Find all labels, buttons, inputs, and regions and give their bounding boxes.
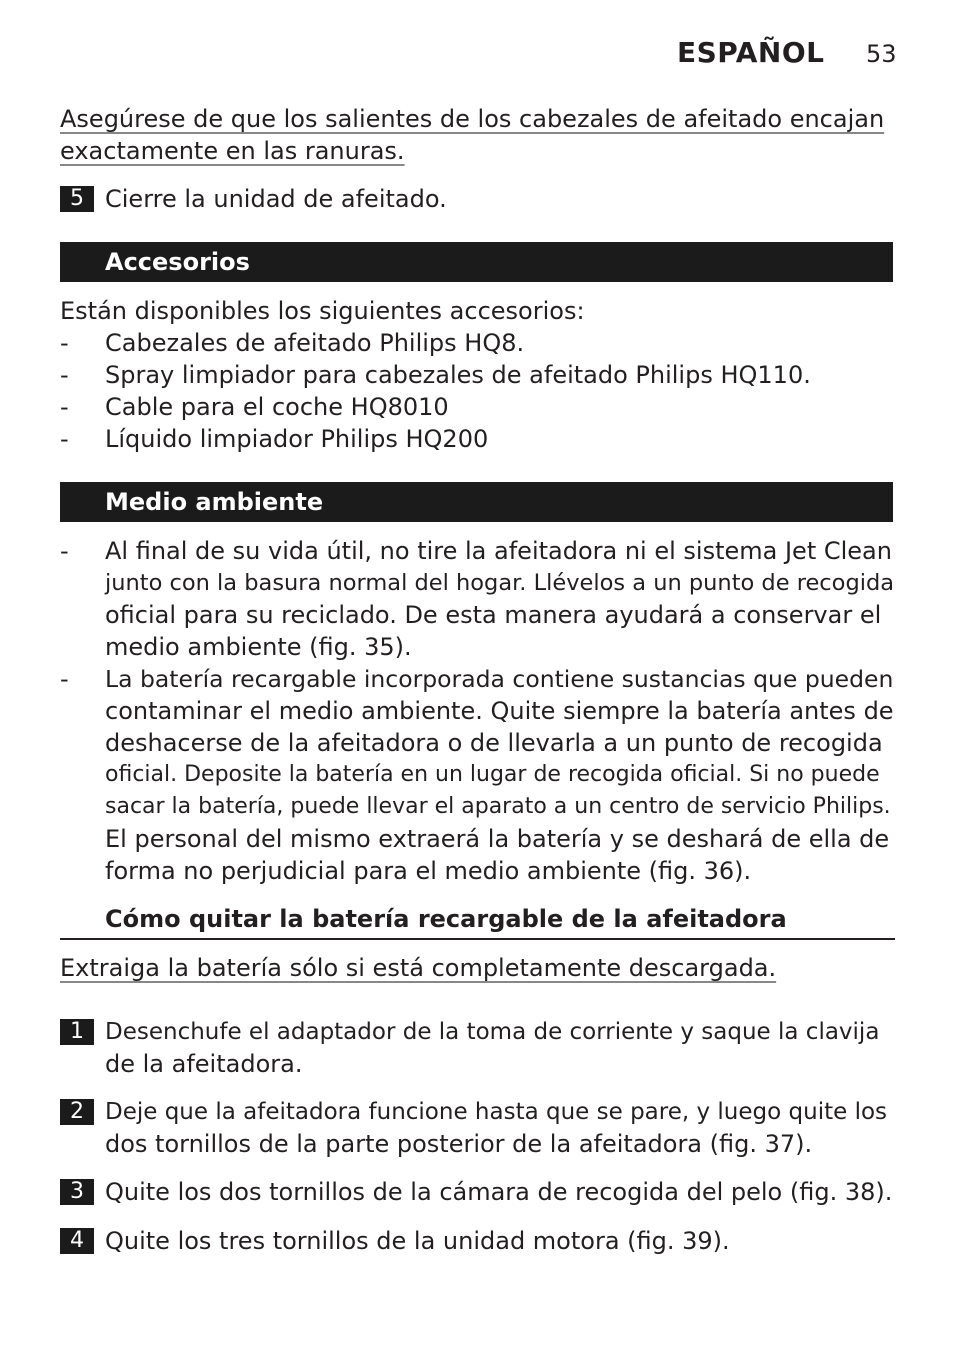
- section-bar-accesorios: [60, 242, 893, 282]
- accessory-item: Cabezales de afeitado Philips HQ8.: [105, 329, 525, 357]
- env-item-1-line: junto con la basura normal del hogar. Llévelos a un punto de recogida: [105, 570, 895, 596]
- step-3-text: Quite los dos tornillos de la cámara de recogida del pelo (fig. 38).: [105, 1178, 893, 1206]
- step-2-text: dos tornillos de la parte posterior de la afeitadora (fig. 37).: [105, 1130, 813, 1158]
- step-4-text: Quite los tres tornillos de la unidad motora (fig. 39).: [105, 1227, 730, 1255]
- section-bar-medio-ambiente: [60, 482, 893, 522]
- warning-line-1: Asegúrese de que los salientes de los cabezales de afeitado encajan: [60, 105, 885, 133]
- env-item-2-line: La batería recargable incorporada contiene sustancias que pueden: [105, 665, 894, 693]
- list-bullet: -: [60, 393, 69, 421]
- warning-line-2: exactamente en las ranuras.: [60, 137, 405, 165]
- accessory-item: Spray limpiador para cabezales de afeitado Philips HQ110.: [105, 361, 811, 389]
- step-1-text: de la afeitadora.: [105, 1050, 303, 1078]
- list-bullet: -: [60, 537, 69, 565]
- accesorios-intro: Están disponibles los siguientes accesorios:: [60, 297, 585, 325]
- env-item-2-line: oficial. Deposite la batería en un lugar de recogida oficial. Si no puede: [105, 762, 880, 787]
- step-2-text: Deje que la afeitadora funcione hasta que se pare, y luego quite los: [105, 1099, 888, 1125]
- env-item-1-line: medio ambiente (fig. 35).: [105, 633, 412, 661]
- env-item-2-line: contaminar el medio ambiente. Quite siempre la batería antes de: [105, 697, 894, 725]
- env-item-2-line: deshacerse de la afeitadora o de llevarla a un punto de recogida: [105, 729, 883, 757]
- subsection-heading: Cómo quitar la batería recargable de la afeitadora: [105, 905, 787, 933]
- step-number-1: 1: [60, 1019, 94, 1045]
- env-item-2-line: sacar la batería, puede llevar el aparato a un centro de servicio Philips.: [105, 794, 891, 819]
- heading-rule: [60, 938, 895, 940]
- step-number-2: 2: [60, 1099, 94, 1125]
- step-5-text: Cierre la unidad de afeitado.: [105, 185, 447, 213]
- battery-warning: Extraiga la batería sólo si está completamente descargada.: [60, 954, 777, 982]
- language-label: ESPAÑOL: [677, 36, 825, 69]
- step-number-3: 3: [60, 1179, 94, 1205]
- env-item-2-line: forma no perjudicial para el medio ambiente (fig. 36).: [105, 857, 752, 885]
- list-bullet: -: [60, 329, 69, 357]
- env-item-1-line: oficial para su reciclado. De esta manera ayudará a conservar el: [105, 601, 882, 629]
- section-title-accesorios: Accesorios: [105, 248, 250, 276]
- accessory-item: Líquido limpiador Philips HQ200: [105, 425, 489, 453]
- env-item-1-line: Al final de su vida útil, no tire la afeitadora ni el sistema Jet Clean: [105, 537, 892, 565]
- step-number-5: 5: [60, 186, 94, 212]
- list-bullet: -: [60, 425, 69, 453]
- step-1-text: Desenchufe el adaptador de la toma de corriente y saque la clavija: [105, 1019, 880, 1045]
- list-bullet: -: [60, 665, 69, 693]
- list-bullet: -: [60, 361, 69, 389]
- page-number: 53: [866, 40, 897, 68]
- step-number-4: 4: [60, 1228, 94, 1254]
- env-item-2-line: El personal del mismo extraerá la batería y se deshará de ella de: [105, 825, 890, 853]
- accessory-item: Cable para el coche HQ8010: [105, 393, 449, 421]
- section-title-medio-ambiente: Medio ambiente: [105, 488, 324, 516]
